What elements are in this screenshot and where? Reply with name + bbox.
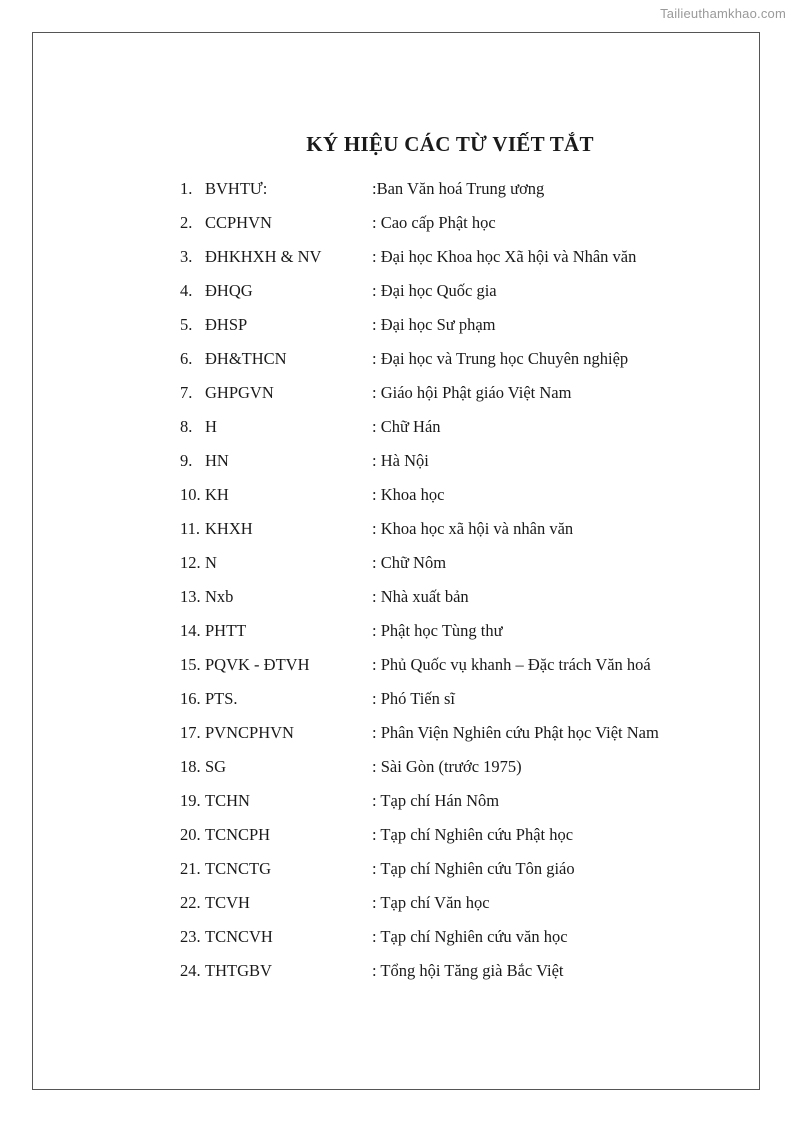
- item-number: 7.: [180, 383, 193, 402]
- abbreviation-code: TCVH: [205, 893, 250, 912]
- abbreviation-code: TCNCPH: [205, 825, 271, 844]
- list-item: [180, 686, 740, 720]
- abbreviation-definition: : Phật học Tùng thư: [372, 621, 503, 640]
- abbreviation-definition: : Đại học và Trung học Chuyên nghiệp: [372, 349, 629, 368]
- item-number: 20.: [180, 825, 201, 844]
- item-number: 16.: [180, 689, 201, 708]
- watermark-text: Tailieuthamkhao.com: [660, 6, 786, 21]
- list-item: [180, 822, 740, 856]
- list-item: [180, 652, 740, 686]
- abbreviation-code: TCHN: [205, 791, 250, 810]
- abbreviation-definition: : Tạp chí Hán Nôm: [372, 791, 500, 810]
- abbreviation-code: THTGBV: [205, 961, 272, 980]
- list-item: [180, 346, 740, 380]
- item-number: 6.: [180, 349, 193, 368]
- page-title: KÝ HIỆU CÁC TỪ VIẾT TẮT: [306, 132, 594, 156]
- item-number: 9.: [180, 451, 193, 470]
- abbreviation-definition: : Tổng hội Tăng già Bắc Việt: [372, 961, 564, 980]
- abbreviation-code: PTS.: [205, 689, 238, 708]
- list-item: [180, 482, 740, 516]
- abbreviation-code: ĐHKHXH & NV: [205, 247, 322, 266]
- abbreviation-definition: : Chữ Nôm: [372, 553, 447, 572]
- abbreviation-code: BVHTƯ:: [205, 179, 268, 198]
- list-item: [180, 244, 740, 278]
- abbreviation-code: PQVK - ĐTVH: [205, 655, 310, 674]
- abbreviation-definition: : Giáo hội Phật giáo Việt Nam: [372, 383, 572, 402]
- item-number: 18.: [180, 757, 201, 776]
- item-number: 2.: [180, 213, 193, 232]
- abbreviation-definition: : Hà Nội: [372, 451, 429, 470]
- abbreviation-code: N: [205, 553, 217, 572]
- abbreviation-definition: : Đại học Quốc gia: [372, 281, 497, 300]
- list-item: [180, 720, 740, 754]
- abbreviation-definition: : Đại học Khoa học Xã hội và Nhân văn: [372, 247, 637, 266]
- abbreviation-code: TCNCTG: [205, 859, 271, 878]
- item-number: 3.: [180, 247, 193, 266]
- abbreviation-list: [180, 176, 740, 992]
- list-item: [180, 312, 740, 346]
- item-number: 5.: [180, 315, 193, 334]
- abbreviation-definition: : Phó Tiến sĩ: [372, 689, 455, 708]
- list-item: [180, 380, 740, 414]
- abbreviation-code: PHTT: [205, 621, 247, 640]
- item-number: 13.: [180, 587, 201, 606]
- list-item: [180, 788, 740, 822]
- list-item: [180, 176, 740, 210]
- abbreviation-code: H: [205, 417, 217, 436]
- abbreviation-code: HN: [205, 451, 229, 470]
- list-item: [180, 550, 740, 584]
- list-item: [180, 958, 740, 992]
- list-item: [180, 278, 740, 312]
- abbreviation-definition: : Tạp chí Văn học: [372, 893, 490, 912]
- abbreviation-code: ĐH&THCN: [205, 349, 287, 368]
- list-item: [180, 584, 740, 618]
- abbreviation-definition: : Tạp chí Nghiên cứu Tôn giáo: [372, 859, 575, 878]
- item-number: 17.: [180, 723, 201, 742]
- item-number: 12.: [180, 553, 201, 572]
- abbreviation-definition: : Tạp chí Nghiên cứu văn học: [372, 927, 568, 946]
- abbreviation-definition: : Đại học Sư phạm: [372, 315, 496, 334]
- abbreviation-code: GHPGVN: [205, 383, 274, 402]
- abbreviation-definition: : Cao cấp Phật học: [372, 213, 496, 232]
- abbreviation-definition: : Chữ Hán: [372, 417, 441, 436]
- list-item: [180, 618, 740, 652]
- abbreviation-definition: : Nhà xuất bản: [372, 587, 469, 606]
- abbreviation-code: Nxb: [205, 587, 234, 606]
- abbreviation-definition: : Phủ Quốc vụ khanh – Đặc trách Văn hoá: [372, 655, 651, 674]
- item-number: 23.: [180, 927, 201, 946]
- item-number: 22.: [180, 893, 201, 912]
- item-number: 1.: [180, 179, 193, 198]
- item-number: 8.: [180, 417, 193, 436]
- list-item: [180, 414, 740, 448]
- abbreviation-definition: : Khoa học xã hội và nhân văn: [372, 519, 574, 538]
- item-number: 19.: [180, 791, 201, 810]
- item-number: 15.: [180, 655, 201, 674]
- item-number: 11.: [180, 519, 201, 538]
- abbreviation-definition: :Ban Văn hoá Trung ương: [372, 179, 545, 198]
- abbreviation-definition: : Tạp chí Nghiên cứu Phật học: [372, 825, 574, 844]
- list-item: [180, 890, 740, 924]
- list-item: [180, 924, 740, 958]
- list-item: [180, 754, 740, 788]
- abbreviation-definition: : Khoa học: [372, 485, 445, 504]
- item-number: 10.: [180, 485, 201, 504]
- list-item: [180, 448, 740, 482]
- abbreviation-definition: : Sài Gòn (trước 1975): [372, 757, 522, 776]
- item-number: 14.: [180, 621, 201, 640]
- abbreviation-code: KHXH: [205, 519, 253, 538]
- item-number: 24.: [180, 961, 201, 980]
- abbreviation-definition: : Phân Viện Nghiên cứu Phật học Việt Nam: [372, 723, 659, 742]
- abbreviation-code: KH: [205, 485, 229, 504]
- abbreviation-code: ĐHQG: [205, 281, 253, 300]
- abbreviation-code: SG: [205, 757, 227, 776]
- abbreviation-code: TCNCVH: [205, 927, 273, 946]
- abbreviation-code: ĐHSP: [205, 315, 248, 334]
- list-item: [180, 856, 740, 890]
- list-item: [180, 210, 740, 244]
- item-number: 21.: [180, 859, 201, 878]
- abbreviation-code: CCPHVN: [205, 213, 272, 232]
- item-number: 4.: [180, 281, 193, 300]
- abbreviation-code: PVNCPHVN: [205, 723, 294, 742]
- list-item: [180, 516, 740, 550]
